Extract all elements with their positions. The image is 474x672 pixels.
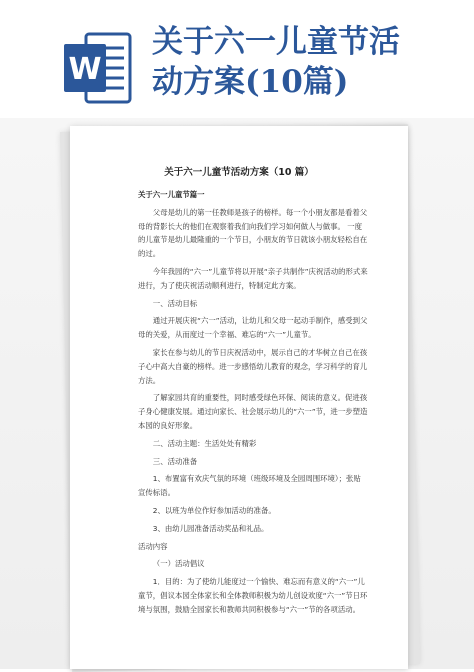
- paragraph: 通过开展庆祝“六一”活动，让幼儿和父母一起动手制作，感受到父母的关爱，从而度过一个幸福、难忘的“六一”儿童节。: [138, 316, 368, 340]
- document-page: [70, 126, 408, 669]
- word-document-icon: [62, 30, 134, 106]
- list-item: 1、布置富有欢庆气氛的环境（班级环境及全园周围环境）；张贴宣传标语。: [138, 474, 361, 498]
- subheading: 活动内容: [138, 541, 168, 551]
- page-title: [152, 22, 462, 102]
- section-heading: 关于六一儿童节篇一: [138, 190, 205, 199]
- subheading: （一）活动倡议: [152, 559, 205, 569]
- subheading: 一、活动目标: [152, 298, 198, 308]
- paragraph: 家长在参与幼儿的节日庆祝活动中，展示自己的才华树立自己在孩子心中高大自豪的榜样。进一步感悟幼儿教育的观念，学习科学的育儿方法。: [138, 347, 368, 385]
- list-item: 2、以班为单位作好参加活动的准备。: [152, 505, 276, 515]
- paragraph: 了解家园共育的重要性，同时感受绿色环保、阅读的意义。促进孩子身心健康发展。通过向家长、社会展示幼儿的“六一”节，进一步塑造本园的良好形象。: [138, 393, 368, 430]
- document-title: 关于六一儿童节活动方案（10 篇）: [164, 167, 314, 178]
- paragraph: 父母是幼儿的第一任教师是孩子的榜样。每一个小朋友都是看着父母的背影长大的他们在观察着我们向我们学习如何做人与做事。 一度的儿童节是幼儿最隆重的一个节日，小朋友的节日就该小朋友轻松自在的过。: [138, 207, 368, 259]
- page-title-line-1: 关于六一儿童节活: [152, 24, 400, 60]
- word-icon-letter: W: [68, 52, 102, 87]
- paragraph: 1．目的：为了使幼儿能度过一个愉快、难忘而有意义的“六一”儿童节，倡议本园全体家长和全体教师积极为幼儿创设欢度“六一”节日环境与氛围，鼓励全园家长和教师共同积极参与“六一”节的各项活动。: [138, 577, 368, 614]
- subheading: 二、活动主题：生活处处有精彩: [152, 438, 257, 448]
- document-body: [138, 188, 368, 617]
- title-banner: [0, 0, 474, 120]
- list-item: 3、由幼儿园准备活动奖品和礼品。: [152, 523, 269, 533]
- subheading: 三、活动准备: [152, 456, 198, 466]
- page-title-line-2: 动方案(10篇): [152, 64, 349, 100]
- paragraph: 今年我园的“六一”儿童节将以开展“亲子共制作”庆祝活动的形式来进行，为了使庆祝活动顺利进行，特制定此方案。: [138, 266, 368, 290]
